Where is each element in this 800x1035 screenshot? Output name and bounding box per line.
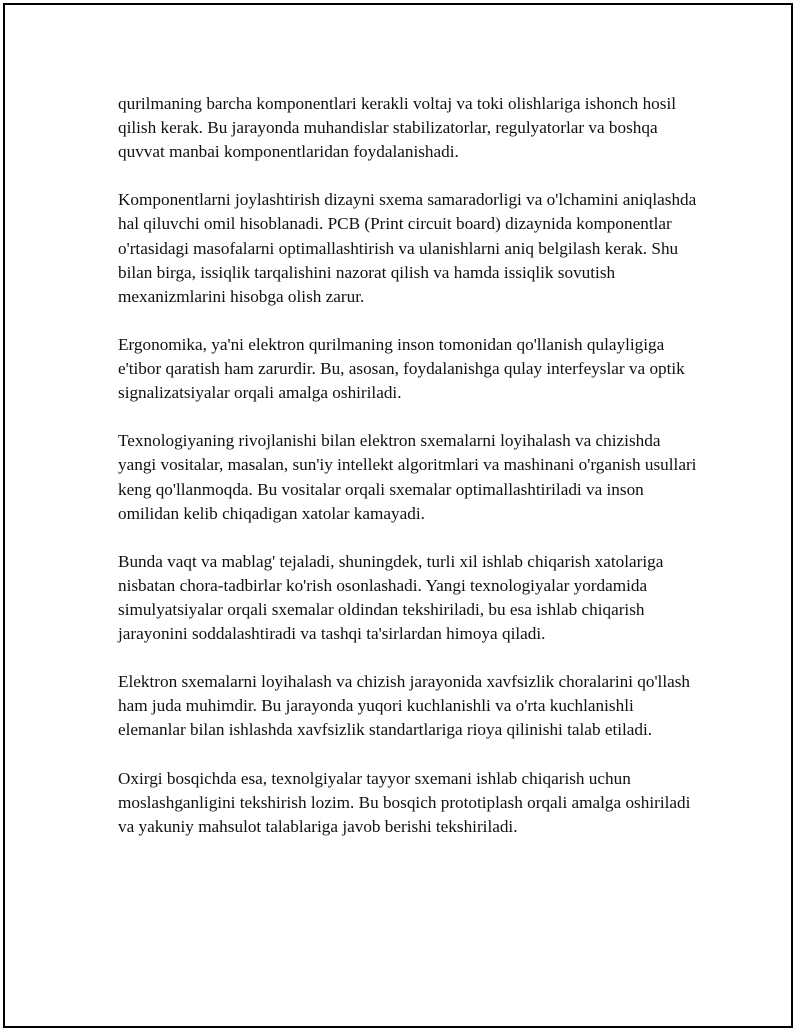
paragraph-ergonomics: Ergonomika, ya'ni elektron qurilmaning inson tomonidan qo'llanish qulayligiga e'tibor qaratish ham zarurdir. Bu, asosan, foydalanishga qulay interfeyslar va optik signalizatsiyalar orqali amalga oshiriladi. (118, 334, 685, 403)
paragraph-safety: Elektron sxemalarni loyihalash va chizish jarayonida xavfsizlik choralarini qo'llash ham juda muhimdir. Bu jarayonda yuqori kuchlanishli va o'rta kuchlanishli elemanlar bilan ishlashda xavfsizlik standartlariga rioya qilinishi talab etiladi. (118, 672, 691, 740)
paragraph-final-stage: Oxirgi bosqichda esa, texnolgiyalar tayyor sxemani ishlab chiqarish uchun moslashganligini tekshirish lozim. Bu bosqich prototiplash orqali amalga oshiriladi va yakuniy mahsulot talablariga javob berishi tekshiriladi. (118, 768, 691, 836)
document-body (118, 92, 698, 863)
paragraph-cost-savings: Bunda vaqt va mablag' tejaladi, shuningdek, turli xil ishlab chiqarish xatolariga nisbatan chora-tadbirlar ko'rish osonlashadi. Yangi texnologiyalar yordamida simulyatsiyalar orqali sxemalar oldindan tekshiriladi, bu esa ishlab chiqarish jarayonini soddalashtiradi va tashqi ta'sirlardan himoya qiladi. (118, 551, 664, 644)
paragraph-technology-development: Texnologiyaning rivojlanishi bilan elektron sxemalarni loyihalash va chizishda yangi vositalar, masalan, sun'iy intellekt algoritmlari va mashinani o'rganish usullari keng qo'llanmoqda. Bu vositalar orqali sxemalar optimallashtiriladi va inson omilidan kelib chiqadigan xatolar kamayadi. (118, 431, 697, 523)
paragraph-component-placement: Komponentlarni joylashtirish dizayni sxema samaradorligi va o'lchamini aniqlashda hal qiluvchi omil hisoblanadi. PCB (Print circuit board) dizaynida komponentlar o'rtasidagi masofalarni optimallashtirish va ulanishlarni aniq belgilash kerak. Shu bilan birga, issiqlik tarqalishini nazorat qilish va hamda issiqlik sovutish mexanizmlarini hisobga olish zarur. (118, 190, 697, 306)
paragraph-power-supply: qurilmaning barcha komponentlari kerakli voltaj va toki olishlariga ishonch hosil qilish kerak. Bu jarayonda muhandislar stabilizatorlar, regulyatorlar va boshqa quvvat manbai komponentlaridan foydalanishadi. (118, 94, 676, 162)
